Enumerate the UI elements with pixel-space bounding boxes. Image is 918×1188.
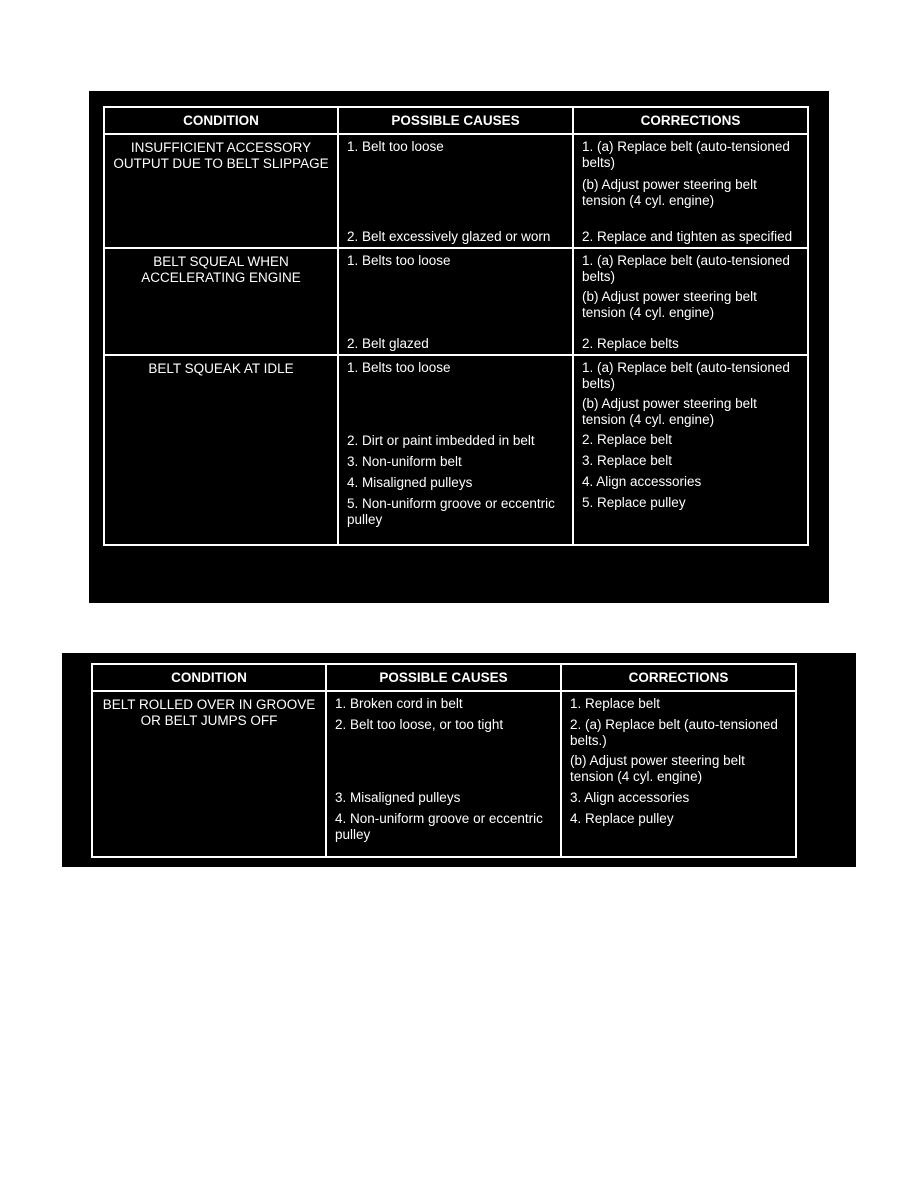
corrections-cell — [573, 134, 808, 248]
corrections-cell — [573, 355, 808, 545]
correction-item: 2. Replace belts — [582, 336, 679, 351]
table-row — [92, 691, 796, 857]
cause-item: 1. Belts too loose — [347, 360, 451, 375]
correction-item: 1. (a) Replace belt (auto-tensioned belts) — [582, 360, 790, 391]
correction-item: 2. Replace and tighten as specified — [582, 229, 793, 244]
correction-item: 4. Replace pulley — [570, 811, 674, 826]
cause-item: 2. Belt glazed — [347, 336, 429, 351]
table-row — [104, 355, 808, 545]
header-condition: CONDITION — [104, 107, 338, 134]
diagnosis-panel-2 — [62, 653, 856, 867]
cause-item: 2. Belt too loose, or too tight — [335, 717, 504, 732]
header-possible-causes: POSSIBLE CAUSES — [326, 664, 561, 691]
cause-item: 4. Non-uniform groove or eccentric pulley — [335, 811, 543, 842]
condition-cell: BELT SQUEAL WHEN ACCELERATING ENGINE — [104, 248, 338, 355]
correction-item: 2. (a) Replace belt (auto-tensioned belts.) — [570, 717, 778, 748]
diagnosis-panel-1 — [89, 91, 829, 603]
diagnosis-table-2 — [91, 663, 797, 858]
cause-item: 1. Belt too loose — [347, 139, 444, 154]
condition-cell: BELT SQUEAK AT IDLE — [104, 355, 338, 545]
causes-cell — [338, 248, 573, 355]
causes-cell — [338, 134, 573, 248]
table-header-row — [92, 664, 796, 691]
correction-item: 2. Replace belt — [582, 432, 673, 447]
correction-item: (b) Adjust power steering belt tension (4 cyl. engine) — [582, 396, 757, 427]
condition-cell: BELT ROLLED OVER IN GROOVE OR BELT JUMPS OFF — [92, 691, 326, 857]
cause-item: 3. Misaligned pulleys — [335, 790, 461, 805]
diagnosis-table-1 — [103, 106, 809, 546]
header-condition: CONDITION — [92, 664, 326, 691]
condition-cell: INSUFFICIENT ACCESSORY OUTPUT DUE TO BELT SLIPPAGE — [104, 134, 338, 248]
causes-cell — [338, 355, 573, 545]
correction-item: 3. Replace belt — [582, 453, 673, 468]
header-corrections: CORRECTIONS — [573, 107, 808, 134]
cause-item: 4. Misaligned pulleys — [347, 475, 473, 490]
correction-item: 1. (a) Replace belt (auto-tensioned belts) — [582, 139, 790, 170]
causes-cell — [326, 691, 561, 857]
header-possible-causes: POSSIBLE CAUSES — [338, 107, 573, 134]
table-row — [104, 134, 808, 248]
table-header-row — [104, 107, 808, 134]
cause-item: 5. Non-uniform groove or eccentric pulley — [347, 496, 555, 527]
correction-item: (b) Adjust power steering belt tension (4 cyl. engine) — [582, 177, 757, 208]
cause-item: 2. Belt excessively glazed or worn — [347, 229, 551, 244]
cause-item: 1. Broken cord in belt — [335, 696, 463, 711]
corrections-cell — [573, 248, 808, 355]
correction-item: (b) Adjust power steering belt tension (4 cyl. engine) — [582, 289, 757, 320]
table-row — [104, 248, 808, 355]
cause-item: 1. Belts too loose — [347, 253, 451, 268]
cause-item: 3. Non-uniform belt — [347, 454, 462, 469]
correction-item: 1. (a) Replace belt (auto-tensioned belts) — [582, 253, 790, 284]
cause-item: 2. Dirt or paint imbedded in belt — [347, 433, 535, 448]
correction-item: 4. Align accessories — [582, 474, 702, 489]
header-corrections: CORRECTIONS — [561, 664, 796, 691]
correction-item: (b) Adjust power steering belt tension (4 cyl. engine) — [570, 753, 745, 784]
corrections-cell — [561, 691, 796, 857]
correction-item: 5. Replace pulley — [582, 495, 686, 510]
correction-item: 1. Replace belt — [570, 696, 661, 711]
correction-item: 3. Align accessories — [570, 790, 690, 805]
